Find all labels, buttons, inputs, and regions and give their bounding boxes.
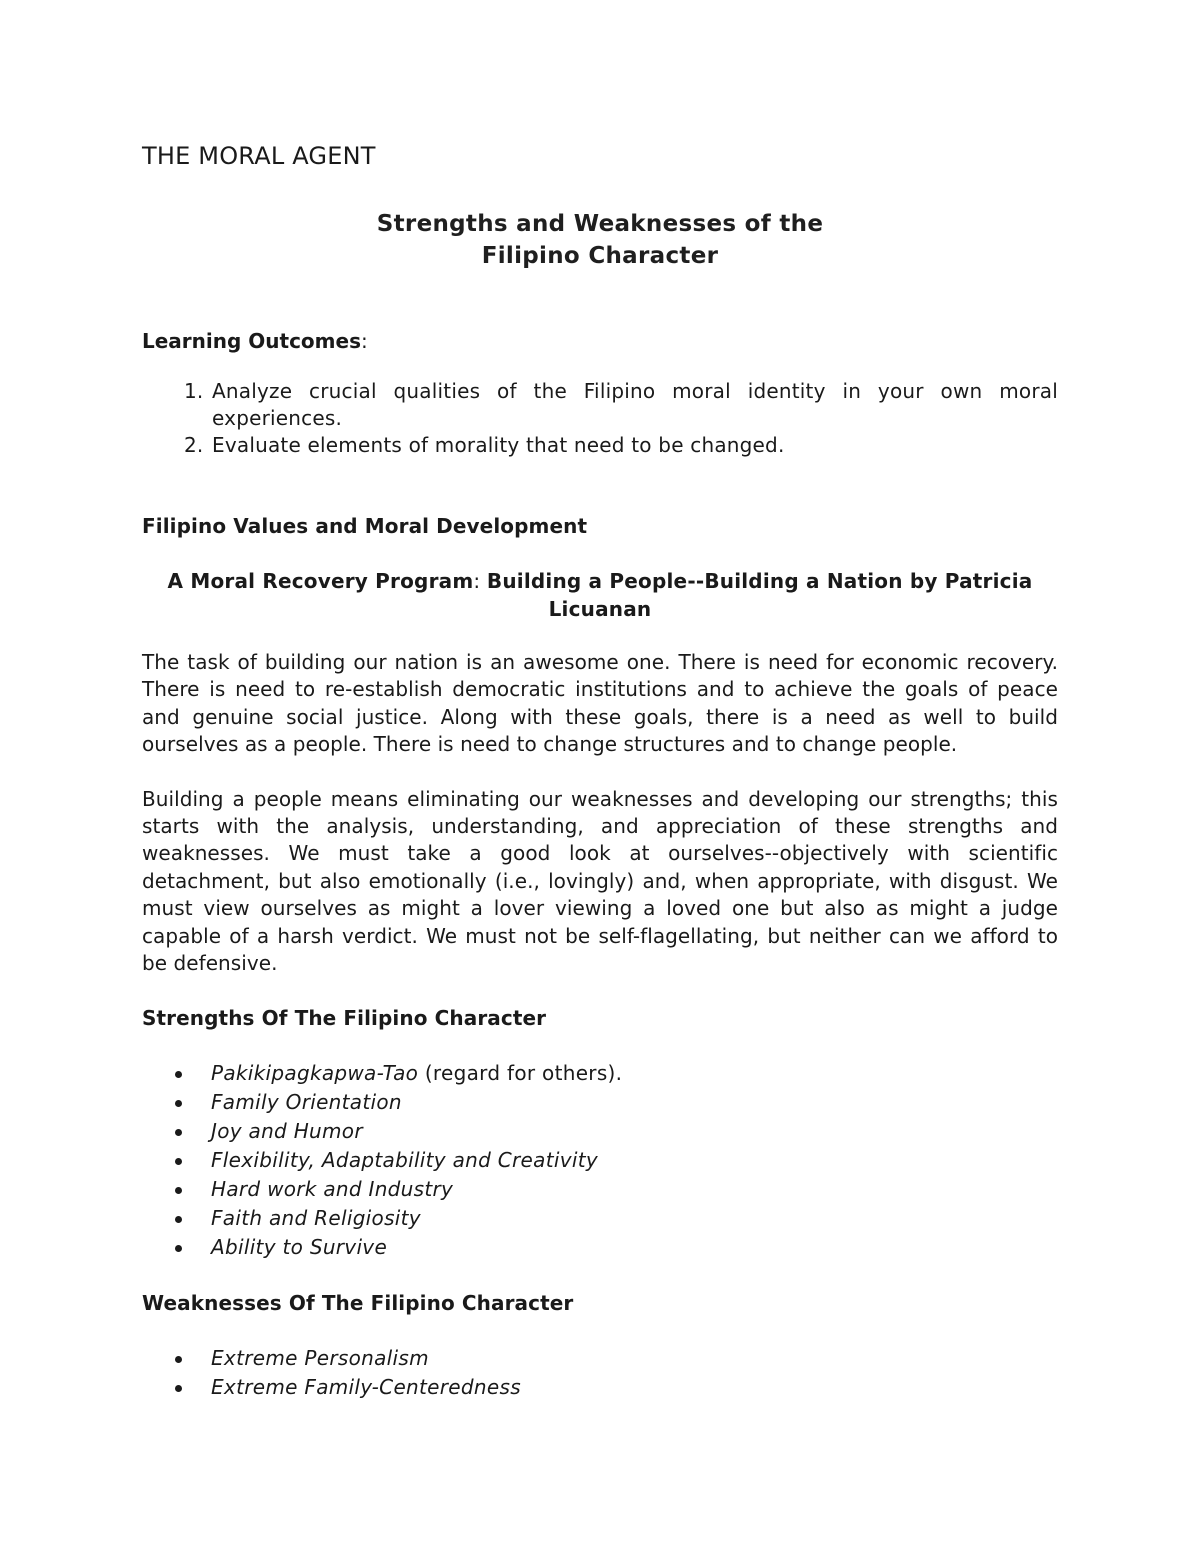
bullet-icon: [175, 1356, 182, 1363]
trait-label: Flexibility, Adaptability and Creativity: [211, 1148, 598, 1173]
list-item: [175, 1146, 1058, 1175]
trait-label: Extreme Personalism: [211, 1346, 429, 1371]
bullet-icon: [175, 1071, 182, 1078]
body-paragraph: The task of building our nation is an awesome one. There is need for economic recovery. There is need to re-establish democratic institutions and to achieve the goals of peace and genuine social justice. Along with these goals, there is a need as well to build ourselves as a people. There is need to change structures and to change people.: [142, 650, 1058, 757]
trait-label: Faith and Religiosity: [211, 1206, 421, 1231]
weaknesses-heading: Weaknesses Of The Filipino Character: [142, 1291, 574, 1316]
trait-label: Family Orientation: [211, 1090, 402, 1115]
trait-label: Joy and Humor: [211, 1119, 363, 1144]
bullet-icon: [175, 1245, 182, 1252]
list-item: [175, 1373, 1058, 1402]
learning-outcomes-heading: [142, 326, 1058, 356]
list-item: [175, 1059, 1058, 1088]
learning-outcomes-colon: :: [360, 329, 368, 353]
program-title-author: Licuanan: [548, 597, 652, 621]
values-section-heading: Filipino Values and Moral Development: [142, 514, 588, 538]
strengths-list: [142, 1059, 1058, 1262]
trait-label: Ability to Survive: [211, 1235, 388, 1260]
subtitle-line-2: Filipino Character: [481, 243, 719, 269]
strengths-heading: Strengths Of The Filipino Character: [142, 1006, 547, 1031]
list-item: [175, 1117, 1058, 1146]
learning-outcomes-label: Learning Outcomes: [142, 329, 361, 353]
trait-note: (regard for others).: [418, 1061, 623, 1086]
bullet-icon: [175, 1100, 182, 1107]
program-title-colon: :: [473, 569, 487, 593]
learning-outcome-item: 1. Analyze crucial qualities of the Filipino moral identity in your own moral experiences.: [210, 378, 1058, 432]
program-title: [142, 567, 1058, 623]
list-item: [175, 1344, 1058, 1373]
bullet-icon: [175, 1385, 182, 1392]
program-title-part-1: A Moral Recovery Program: [167, 569, 474, 593]
bullet-icon: [175, 1216, 182, 1223]
trait-label: Pakikipagkapwa-Tao: [211, 1061, 419, 1086]
document-title: THE MORAL AGENT: [142, 142, 376, 170]
weaknesses-list: [142, 1344, 1058, 1402]
document-content: [142, 138, 1058, 1402]
list-item: [175, 1088, 1058, 1117]
body-paragraph: Building a people means eliminating our weaknesses and developing our strengths; this starts with the analysis, understanding, and appreciation of these strengths and weaknesses. We must take a good look at ourselves--objectively with scientific detachment, but also emotionally (i.e., lovingly) and, when appropriate, with disgust. We must view ourselves as might a lover viewing a loved one but also as might a judge capable of a harsh verdict. We must not be self-flagellating, but neither can we afford to be defensive.: [142, 786, 1058, 976]
list-item: [175, 1233, 1058, 1262]
subtitle-line-1: Strengths and Weaknesses of the: [376, 211, 824, 237]
learning-outcomes-list: [142, 378, 1058, 459]
list-item: [175, 1175, 1058, 1204]
document-subtitle: [142, 208, 1058, 272]
learning-outcome-item: 2. Evaluate elements of morality that need to be changed.: [210, 432, 1058, 459]
bullet-icon: [175, 1129, 182, 1136]
list-item: [175, 1204, 1058, 1233]
program-title-part-2: Building a People--Building a Nation by Patricia: [486, 569, 1033, 593]
trait-label: Extreme Family-Centeredness: [211, 1375, 521, 1400]
bullet-icon: [175, 1158, 182, 1165]
trait-label: Hard work and Industry: [211, 1177, 454, 1202]
bullet-icon: [175, 1187, 182, 1194]
